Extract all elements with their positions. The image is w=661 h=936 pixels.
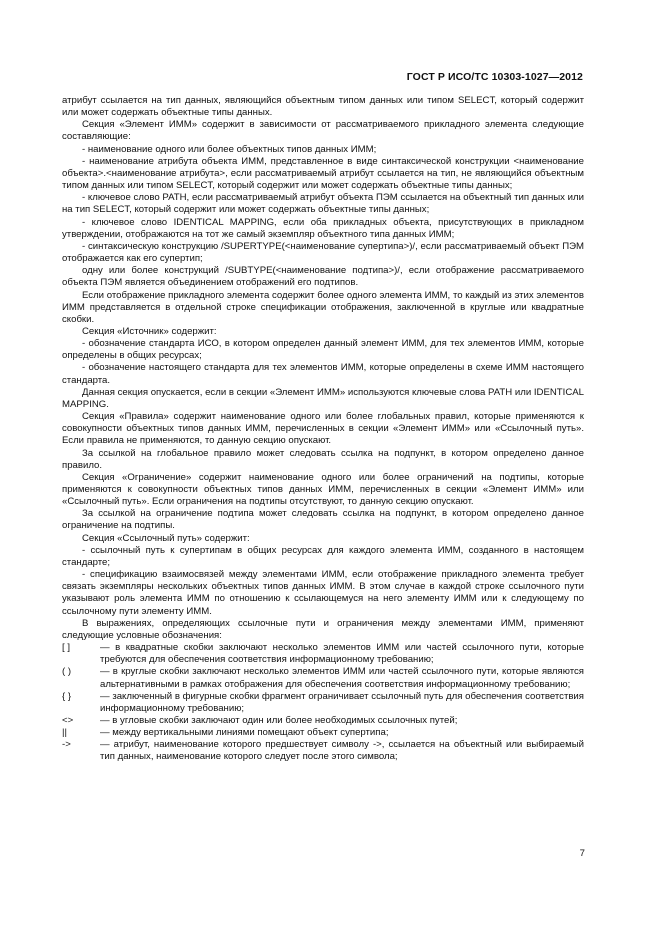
notation-description: — в круглые скобки заключают несколько элементов ИММ или частей ссылочного пути, которые являются альтернативными в рамках отображения для обеспечения соответствия информационному требованию; [100, 666, 584, 690]
list-item: - ключевое слово PATH, если рассматриваемый атрибут объекта ПЭМ ссылается на объектный тип данных или на тип SELECT, который содержит или может содержать объектные типы данных; [62, 192, 584, 216]
list-item: одну или более конструкций /SUBTYPE(<наименование подтипа>)/, если отображение рассматриваемого объекта ПЭМ является объединением отображений его подтипов. [62, 265, 584, 289]
notation-row [62, 642, 584, 666]
paragraph: Секция «Правила» содержит наименование одного или более глобальных правил, которые применяются к совокупности объектных типов данных ИММ, перечисленных в секции «Элемент ИММ» или «Ссылочный путь». Если правила не применяются, то данную секцию опускают. [62, 411, 584, 447]
notation-symbol: || [62, 727, 67, 739]
list-item: - обозначение стандарта ИСО, в котором определен данный элемент ИММ, для тех элементов ИММ, которые определены в общих ресурсах; [62, 338, 584, 362]
page-body [62, 95, 584, 764]
list-item: - ключевое слово IDENTICAL MAPPING, если оба прикладных объекта, присутствующих в прикладном утверждении, отображаются на тот же самый экземпляр объектного типа данных ИММ; [62, 216, 584, 240]
notation-description: — между вертикальными линиями помещают объект супертипа; [100, 727, 389, 739]
paragraph: За ссылкой на глобальное правило может следовать ссылка на подпункт, в котором определено данное правило. [62, 447, 584, 471]
list-item: - спецификацию взаимосвязей между элементами ИММ, если отображение прикладного элемента требует связать экземпляры нескольких объектных типов данных ИММ. В этом случае в каждой строке ссылочного пути указывают роль элемента ИММ по отношению к ссылающемуся на него элементу ИММ или к следующему по ссылочному пути элементу ИММ. [62, 569, 584, 617]
notation-description: — заключенный в фигурные скобки фрагмент ограничивает ссылочный путь для обеспечения соответствия информационному требованию; [100, 690, 584, 714]
paragraph: За ссылкой на ограничение подтипа может следовать ссылка на подпункт, в котором определено данное ограничение на подтипы. [62, 508, 584, 532]
notation-symbol: -> [62, 739, 71, 751]
paragraph: Секция «Источник» содержит: [82, 325, 217, 337]
list-item: - синтаксическую конструкцию /SUPERTYPE(<наименование супертипа>)/, если рассматриваемый объект ПЭМ отображается как его супертип; [62, 240, 584, 265]
notation-symbol: [ ] [62, 642, 70, 654]
notation-row [62, 727, 584, 739]
paragraph: Данная секция опускается, если в секции «Элемент ИММ» используются ключевые слова PATH или IDENTICAL MAPPING. [62, 386, 584, 410]
notation-row [62, 715, 584, 727]
paragraph: Секция «Ссылочный путь» содержит: [82, 532, 250, 544]
notation-description: — атрибут, наименование которого предшествует символу ->, ссылается на объектный или выбираемый тип данных, наименование которого следует после этого символа; [100, 739, 584, 763]
notation-row [62, 691, 584, 715]
document-header: ГОСТ Р ИСО/ТС 10303-1027—2012 [406, 71, 583, 83]
notation-symbol: <> [62, 714, 74, 726]
notation-symbol: { } [62, 690, 72, 702]
notation-row [62, 739, 584, 763]
page-number: 7 [579, 848, 585, 859]
paragraph: В выражениях, определяющих ссылочные пути и ограничения между элементами ИММ, применяют следующие условные обозначения: [62, 617, 584, 641]
notation-description: — в квадратные скобки заключают несколько элементов ИММ или частей ссылочного пути, которые требуются для обеспечения соответствия информационному требованию; [100, 642, 584, 666]
list-item: - ссылочный путь к супертипам в общих ресурсах для каждого элемента ИММ, созданного в настоящем стандарте; [62, 544, 584, 568]
list-item: - наименование одного или более объектных типов данных ИММ; [82, 143, 377, 155]
paragraph: Секция «Ограничение» содержит наименование одного или более ограничений на подтипы, которые применяются к совокупности объектных типов данных ИММ, перечисленных в секции «Элемент ИММ» или «Ссылочный путь». Если ограничения на подтипы отсутствуют, то данную секцию опускают. [62, 471, 584, 508]
paragraph: атрибут ссылается на тип данных, являющийся объектным типом данных или типом SELECT, который содержит или может содержать объектные типы данных. [62, 95, 584, 119]
notation-symbol: ( ) [62, 666, 72, 678]
notation-description: — в угловые скобки заключают один или более необходимых ссылочных путей; [100, 714, 458, 726]
paragraph: Секция «Элемент ИММ» содержит в зависимости от рассматриваемого прикладного элемента следующие составляющие: [62, 119, 584, 143]
paragraph: Если отображение прикладного элемента содержит более одного элемента ИММ, то каждый из этих элементов ИММ представляется в отдельной строке спецификации отображения, заключенной в круглые или квадратные скобки. [62, 289, 584, 325]
notation-row [62, 666, 584, 690]
list-item: - обозначение настоящего стандарта для тех элементов ИММ, которые определены в схеме ИММ настоящего стандарта. [62, 362, 584, 386]
list-item: - наименование атрибута объекта ИММ, представленное в виде синтаксической конструкции <наименование объекта>.<наименование атрибута>, если рассматриваемый атрибут ссылается на тип, не являющийся объектным типом данных или типом SELECT, который содержит или может содержать объектные типы данных; [62, 155, 584, 192]
